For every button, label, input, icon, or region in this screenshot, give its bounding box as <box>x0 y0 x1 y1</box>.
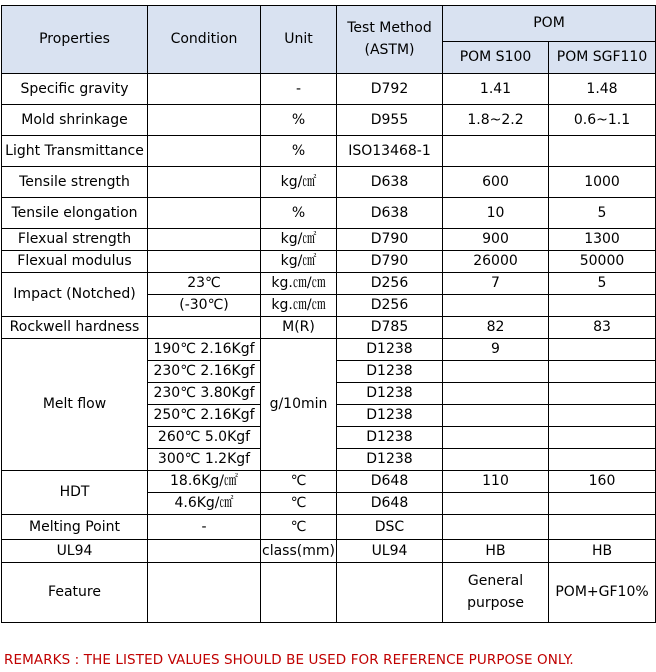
condition-cell <box>148 167 261 198</box>
method-cell: UL94 <box>337 540 443 563</box>
condition-cell: 4.6Kg/㎠ <box>148 493 261 515</box>
method-cell: D1238 <box>337 449 443 471</box>
condition-cell: 190℃ 2.16Kgf <box>148 339 261 361</box>
method-cell: D1238 <box>337 361 443 383</box>
condition-cell: 23℃ <box>148 273 261 295</box>
value-s100: 900 <box>443 229 549 251</box>
method-cell: D955 <box>337 105 443 136</box>
method-cell: D256 <box>337 273 443 295</box>
property-label: Flexual strength <box>2 229 148 251</box>
method-cell: D638 <box>337 167 443 198</box>
value-sgf110 <box>549 515 656 540</box>
row-mold-shrinkage <box>2 105 656 136</box>
condition-cell: - <box>148 515 261 540</box>
value-sgf110: 1.48 <box>549 74 656 105</box>
row-feature <box>2 563 656 623</box>
method-cell: D1238 <box>337 383 443 405</box>
method-cell: D638 <box>337 198 443 229</box>
property-label: Impact (Notched) <box>2 273 148 317</box>
condition-cell <box>148 540 261 563</box>
property-label: UL94 <box>2 540 148 563</box>
method-cell: D790 <box>337 251 443 273</box>
value-sgf110 <box>549 295 656 317</box>
property-label: Rockwell hardness <box>2 317 148 339</box>
condition-cell <box>148 229 261 251</box>
row-specific-gravity <box>2 74 656 105</box>
remarks-note: REMARKS : THE LISTED VALUES SHOULD BE USED FOR REFERENCE PURPOSE ONLY. <box>4 652 574 668</box>
value-s100: 7 <box>443 273 549 295</box>
unit-cell: % <box>261 136 337 167</box>
unit-cell: class(mm) <box>261 540 337 563</box>
value-sgf110: 1000 <box>549 167 656 198</box>
row-light-transmittance <box>2 136 656 167</box>
value-s100 <box>443 449 549 471</box>
property-label: Tensile strength <box>2 167 148 198</box>
condition-cell <box>148 563 261 623</box>
method-cell: D1238 <box>337 427 443 449</box>
row-ul94 <box>2 540 656 563</box>
value-sgf110: 50000 <box>549 251 656 273</box>
unit-cell: ℃ <box>261 515 337 540</box>
value-sgf110 <box>549 339 656 361</box>
header-grade-s100: POM S100 <box>443 42 549 74</box>
header-condition: Condition <box>148 6 261 74</box>
row-flexual-strength <box>2 229 656 251</box>
header-pom-group: POM <box>443 6 656 42</box>
unit-cell <box>261 563 337 623</box>
method-cell: D1238 <box>337 405 443 427</box>
value-sgf110 <box>549 449 656 471</box>
row-hdt-18-6 <box>2 471 656 493</box>
method-cell: D785 <box>337 317 443 339</box>
value-sgf110: 83 <box>549 317 656 339</box>
value-s100: 1.41 <box>443 74 549 105</box>
value-s100: 9 <box>443 339 549 361</box>
condition-cell <box>148 136 261 167</box>
unit-cell: kg/㎠ <box>261 229 337 251</box>
header-properties: Properties <box>2 6 148 74</box>
unit-cell: kg.㎝/㎝ <box>261 273 337 295</box>
property-label: Flexual modulus <box>2 251 148 273</box>
header-unit: Unit <box>261 6 337 74</box>
value-s100 <box>443 427 549 449</box>
spec-table <box>1 5 656 623</box>
condition-cell <box>148 198 261 229</box>
value-s100 <box>443 383 549 405</box>
method-cell: D648 <box>337 493 443 515</box>
method-cell: D256 <box>337 295 443 317</box>
condition-cell: 300℃ 1.2Kgf <box>148 449 261 471</box>
property-label: Melting Point <box>2 515 148 540</box>
condition-cell: 250℃ 2.16Kgf <box>148 405 261 427</box>
row-rockwell-hardness <box>2 317 656 339</box>
value-sgf110 <box>549 427 656 449</box>
condition-cell <box>148 317 261 339</box>
value-sgf110: 1300 <box>549 229 656 251</box>
value-s100: 26000 <box>443 251 549 273</box>
row-impact-23c <box>2 273 656 295</box>
header-test-method: Test Method (ASTM) <box>337 6 443 74</box>
value-s100: HB <box>443 540 549 563</box>
unit-cell: % <box>261 198 337 229</box>
unit-cell: ℃ <box>261 471 337 493</box>
value-s100 <box>443 405 549 427</box>
property-label: HDT <box>2 471 148 515</box>
condition-cell <box>148 251 261 273</box>
method-cell: D1238 <box>337 339 443 361</box>
condition-cell: 230℃ 2.16Kgf <box>148 361 261 383</box>
method-cell: D648 <box>337 471 443 493</box>
unit-cell: M(R) <box>261 317 337 339</box>
method-cell: ISO13468-1 <box>337 136 443 167</box>
feature-line-1: General <box>467 572 524 589</box>
property-label: Melt flow <box>2 339 148 471</box>
header-grade-sgf110: POM SGF110 <box>549 42 656 74</box>
method-cell: D792 <box>337 74 443 105</box>
value-sgf110: 5 <box>549 273 656 295</box>
property-label: Light Transmittance <box>2 136 148 167</box>
condition-cell: 260℃ 5.0Kgf <box>148 427 261 449</box>
value-sgf110 <box>549 493 656 515</box>
condition-cell: (-30℃) <box>148 295 261 317</box>
property-label: Mold shrinkage <box>2 105 148 136</box>
property-label: Feature <box>2 563 148 623</box>
value-sgf110: 160 <box>549 471 656 493</box>
feature-line-2: purpose <box>467 594 524 611</box>
value-sgf110 <box>549 136 656 167</box>
value-s100 <box>443 563 549 623</box>
condition-cell <box>148 105 261 136</box>
value-s100: 1.8~2.2 <box>443 105 549 136</box>
unit-cell: ℃ <box>261 493 337 515</box>
property-label: Tensile elongation <box>2 198 148 229</box>
row-tensile-elongation <box>2 198 656 229</box>
value-sgf110: 0.6~1.1 <box>549 105 656 136</box>
value-sgf110 <box>549 383 656 405</box>
method-cell: D790 <box>337 229 443 251</box>
unit-cell: kg/㎠ <box>261 251 337 273</box>
condition-cell <box>148 74 261 105</box>
value-s100 <box>443 493 549 515</box>
value-s100: 600 <box>443 167 549 198</box>
unit-cell: kg.㎝/㎝ <box>261 295 337 317</box>
value-sgf110: POM+GF10% <box>549 563 656 623</box>
unit-cell: kg/㎠ <box>261 167 337 198</box>
property-label: Specific gravity <box>2 74 148 105</box>
row-melting-point <box>2 515 656 540</box>
value-s100: 110 <box>443 471 549 493</box>
value-sgf110 <box>549 361 656 383</box>
unit-cell: % <box>261 105 337 136</box>
condition-cell: 18.6Kg/㎠ <box>148 471 261 493</box>
condition-cell: 230℃ 3.80Kgf <box>148 383 261 405</box>
method-cell <box>337 563 443 623</box>
method-cell: DSC <box>337 515 443 540</box>
value-sgf110: HB <box>549 540 656 563</box>
value-s100: 10 <box>443 198 549 229</box>
row-flexual-modulus <box>2 251 656 273</box>
value-sgf110: 5 <box>549 198 656 229</box>
value-s100: 82 <box>443 317 549 339</box>
value-s100 <box>443 515 549 540</box>
value-s100 <box>443 361 549 383</box>
row-melt-flow-1 <box>2 339 656 361</box>
unit-cell: g/10min <box>261 339 337 471</box>
row-tensile-strength <box>2 167 656 198</box>
value-s100 <box>443 295 549 317</box>
unit-cell: - <box>261 74 337 105</box>
value-s100 <box>443 136 549 167</box>
value-sgf110 <box>549 405 656 427</box>
